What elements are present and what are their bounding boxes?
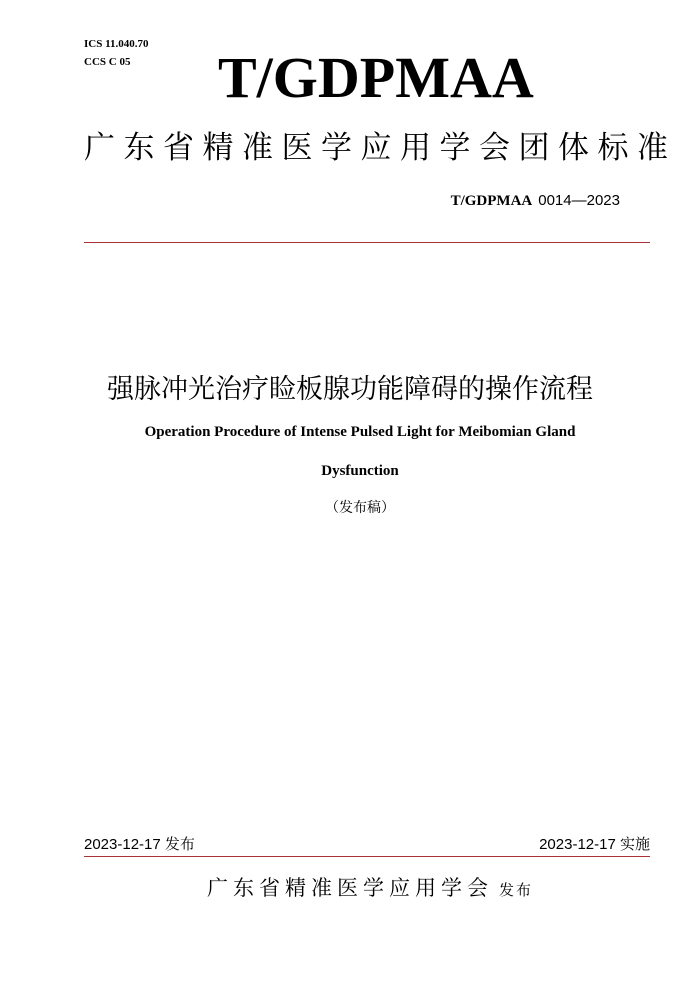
issue-date: 2023-12-17 发布	[84, 836, 195, 853]
implementation-date: 2023-12-17 实施	[539, 836, 650, 853]
document-title-english-line1: Operation Procedure of Intense Pulsed Light for Meibomian Gland	[144, 424, 576, 440]
publisher-line	[0, 873, 700, 903]
publisher-org: 广东省精准医学应用学会	[206, 876, 493, 900]
document-title-chinese: 强脉冲光治疗睑板腺功能障碍的操作流程	[107, 374, 593, 405]
standard-number	[451, 191, 620, 211]
top-divider	[84, 242, 650, 243]
ccs-code: CCS C 05	[84, 56, 131, 68]
ics-code: ICS 11.040.70	[84, 38, 149, 50]
publisher-suffix: 发布	[498, 881, 533, 899]
document-title-english-line2: Dysfunction	[321, 463, 399, 479]
standard-number-value: 0014—2023	[538, 192, 620, 209]
draft-status-note: （发布稿）	[325, 500, 395, 516]
bottom-divider	[84, 856, 650, 857]
standard-code-logo: T/GDPMAA	[218, 45, 534, 110]
standard-number-prefix: T/GDPMAA	[450, 193, 533, 209]
org-standard-title: 广东省精准医学应用学会团体标准	[84, 130, 677, 166]
